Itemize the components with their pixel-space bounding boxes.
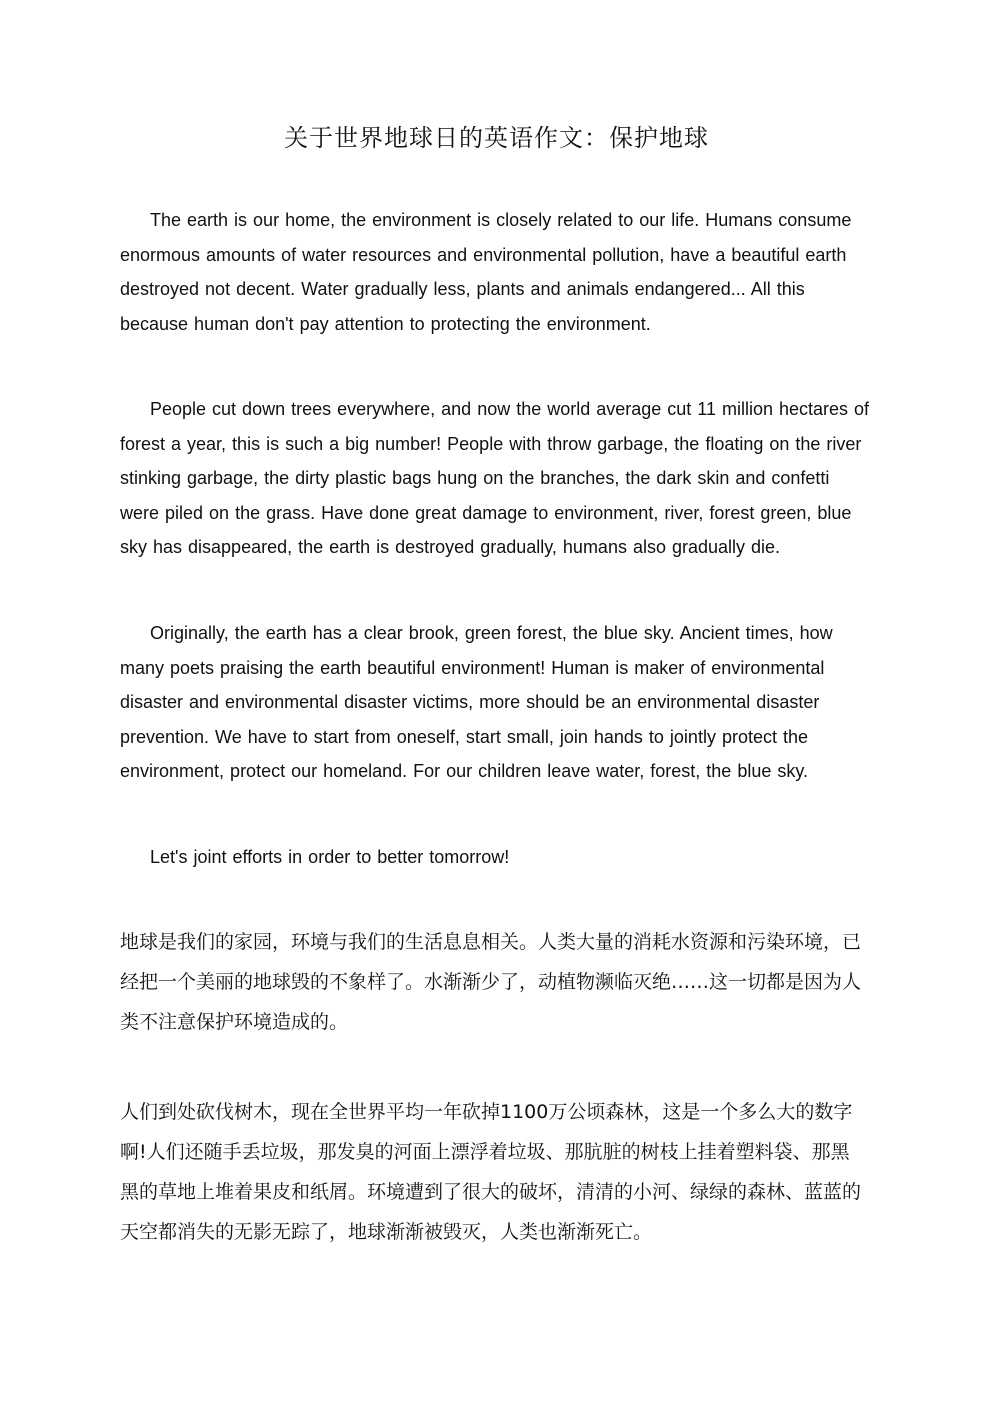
english-paragraph-1: The earth is our home, the environment is closely related to our life. Humans consume enormous amounts of water resources and environmental pollution, have a beautiful earth destroyed not decent. Water gradually less, plants and animals endangered... All this because human don't pay attention to protecting the environment. bbox=[120, 210, 852, 334]
english-paragraph-2: People cut down trees everywhere, and now the world average cut 11 million hectares of forest a year, this is such a big number! People with throw garbage, the floating on the river stinking garbage, the dirty plastic bags hung on the branches, the dark skin and confetti were piled on the grass. Have done great damage to environment, river, forest green, blue sky has disappeared, the earth is destroyed gradually, humans also gradually die. bbox=[120, 399, 870, 557]
chinese-paragraph-2: 人们到处砍伐树木，现在全世界平均一年砍掉1100万公顷森林，这是一个多么大的数字啊!人们还随手丢垃圾，那发臭的河面上漂浮着垃圾、那肮脏的树枝上挂着塑料袋、那黑黑的草地上堆着果皮和纸屑。环境遭到了很大的破坏，清清的小河、绿绿的森林、蓝蓝的天空都消失的无影无踪了，地球渐渐被毁灭，人类也渐渐死亡。 bbox=[120, 1101, 862, 1243]
english-paragraph-4: Let's joint efforts in order to better tomorrow! bbox=[150, 847, 510, 867]
document-title: 关于世界地球日的英语作文：保护地球 bbox=[284, 124, 709, 152]
english-paragraph-3: Originally, the earth has a clear brook, green forest, the blue sky. Ancient times, how many poets praising the earth beautiful environment! Human is maker of environmental disaster and environmental disaster victims, more should be an environmental disaster prevention. We have to start from oneself, start small, join hands to jointly protect the environment, protect our homeland. For our children leave water, forest, the blue sky. bbox=[120, 623, 833, 781]
chinese-paragraph-1: 地球是我们的家园，环境与我们的生活息息相关。人类大量的消耗水资源和污染环境，已经把一个美丽的地球毁的不象样了。水渐渐少了，动植物濒临灭绝……这一切都是因为人类不注意保护环境造成的。 bbox=[120, 931, 862, 1033]
